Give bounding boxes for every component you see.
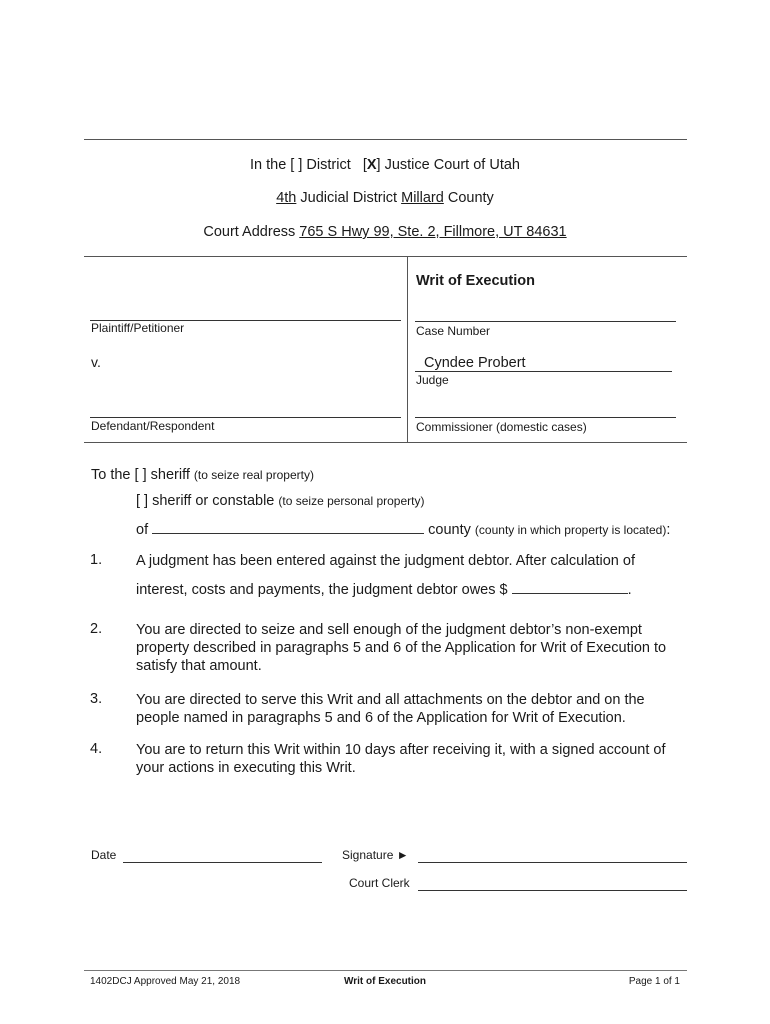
plaintiff-label: Plaintiff/Petitioner xyxy=(91,321,185,335)
writ-title: Writ of Execution xyxy=(416,273,535,289)
district-line xyxy=(0,190,770,206)
paragraph-3-text: You are directed to serve this Writ and all attachments on the debtor and on the people named in paragraphs 5 and 6 of the Application for Writ of Execution. xyxy=(136,692,645,726)
judge-label: Judge xyxy=(416,373,449,387)
paragraph-number-4: 4. xyxy=(90,741,103,757)
court-address: 765 S Hwy 99, Ste. 2, Fillmore, UT 84631 xyxy=(299,224,567,240)
personal-property-sheriff: [ ] sheriff or constable xyxy=(136,493,275,509)
county-note: (county in which property is located) xyxy=(474,523,667,537)
signature-label: Signature ► xyxy=(342,848,409,862)
date-line[interactable] xyxy=(123,862,322,863)
paragraph-1-line-1: A judgment has been entered against the judgment debtor. After calculation of xyxy=(136,553,635,569)
paragraph-2-text: You are directed to seize and sell enough of the judgment debtor’s non-exempt property described in paragraphs 5 and 6 of the Application for Writ of Execution to satisfy that amount. xyxy=(136,622,667,674)
commissioner-line[interactable] xyxy=(415,417,676,418)
personal-property-note: (to seize personal property) xyxy=(278,494,425,508)
case-number-line[interactable] xyxy=(415,321,676,322)
top-rule xyxy=(84,139,687,140)
real-property-sheriff: To the [ ] sheriff xyxy=(91,467,190,483)
paragraph-number-3: 3. xyxy=(90,691,103,707)
court-line-bracket-close: ] xyxy=(376,157,381,173)
commissioner-label: Commissioner (domestic cases) xyxy=(416,420,587,434)
court-line-pre: In the [ ] District xyxy=(250,157,351,173)
case-number-label: Case Number xyxy=(416,324,491,338)
judge-name: Cyndee Probert xyxy=(424,355,526,371)
footer-page-number: Page 1 of 1 xyxy=(628,976,680,987)
court-clerk-line[interactable] xyxy=(418,890,687,891)
real-property-note: (to seize real property) xyxy=(193,468,314,482)
county-label: county xyxy=(428,522,471,538)
footer-form-id: 1402DCJ Approved May 21, 2018 xyxy=(90,976,241,987)
paragraph-number-1: 1. xyxy=(90,552,103,568)
addressee-line-1 xyxy=(91,467,314,483)
amount-period: . xyxy=(627,582,632,598)
court-clerk-label: Court Clerk xyxy=(349,876,410,890)
court-line xyxy=(0,157,770,173)
court-line-post: Justice Court of Utah xyxy=(384,157,520,173)
county-word: County xyxy=(447,190,494,206)
defendant-label: Defendant/Respondent xyxy=(91,419,215,433)
addressee-line-3 xyxy=(136,519,670,538)
footer-title: Writ of Execution xyxy=(343,976,427,987)
of-label: of xyxy=(136,522,149,538)
paragraph-4-text: You are to return this Writ within 10 days after receiving it, with a signed account of your actions in executing this Writ. xyxy=(136,742,666,776)
caption-bottom-rule xyxy=(84,442,687,443)
signature-line[interactable] xyxy=(418,862,687,863)
caption-divider xyxy=(407,256,408,442)
court-address-label: Court Address xyxy=(203,224,296,240)
county-name: Millard xyxy=(401,190,444,206)
paragraph-number-2: 2. xyxy=(90,621,103,637)
addressee-line-2 xyxy=(136,493,424,509)
judge-line[interactable] xyxy=(415,371,672,372)
county-colon: : xyxy=(666,522,671,538)
address-line xyxy=(0,224,770,240)
county-blank[interactable] xyxy=(152,519,424,534)
amount-owed-blank[interactable] xyxy=(512,579,628,594)
date-label: Date xyxy=(91,848,117,862)
district-number: 4th xyxy=(276,190,297,206)
amount-owed-text: interest, costs and payments, the judgment debtor owes $ xyxy=(136,582,508,598)
footer-rule xyxy=(84,970,687,971)
paragraph-1-line-2 xyxy=(136,579,676,599)
caption-top-rule xyxy=(84,256,687,257)
judicial-district-text: Judicial District xyxy=(300,190,398,206)
versus-label: v. xyxy=(91,354,101,370)
court-line-bracket-open: [ xyxy=(362,157,367,173)
defendant-line[interactable] xyxy=(90,417,401,418)
justice-court-x-mark: X xyxy=(366,157,377,173)
